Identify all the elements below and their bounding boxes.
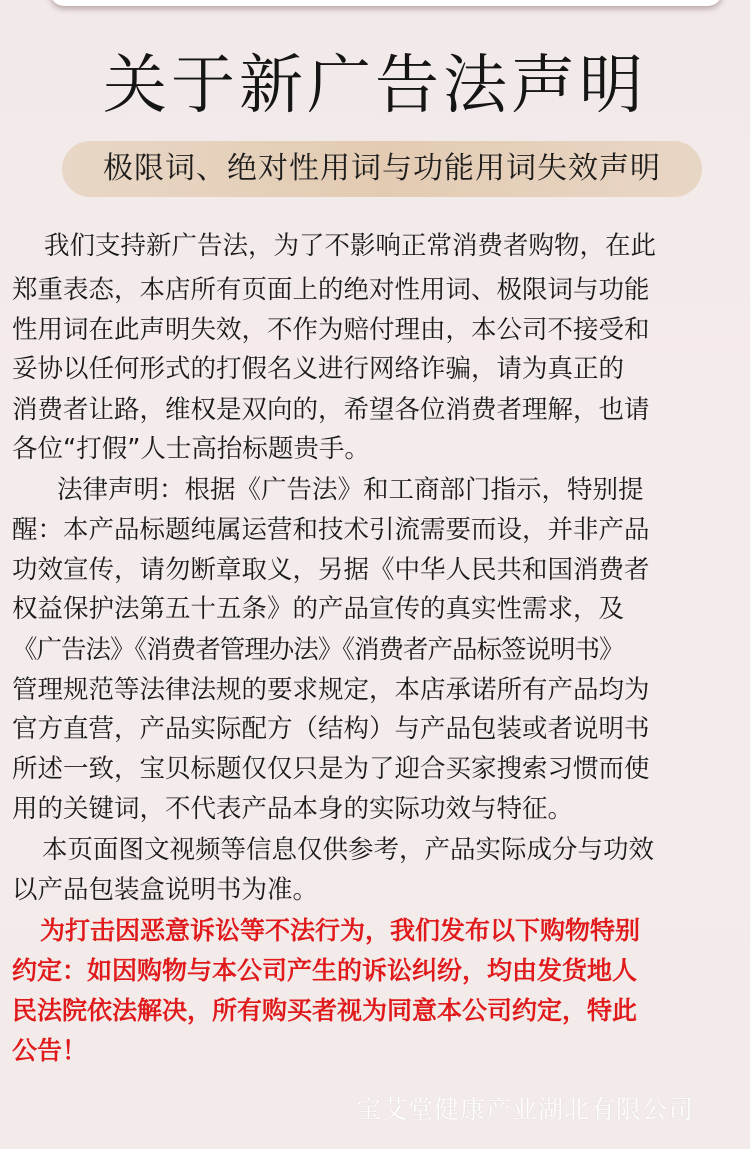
paragraph-line: 法律声明：根据《广告法》和工商部门指示，特别提 xyxy=(57,475,644,505)
subtitle-text: 极限词、绝对性用词与功能用词失效声明 xyxy=(103,151,661,186)
paragraph-line: 本页面图文视频等信息仅供参考，产品实际成分与功效 xyxy=(42,835,655,865)
paragraph-line: 官方直营，产品实际配方（结构）与产品包装或者说明书 xyxy=(12,714,650,744)
paragraph-line: 以产品包装盒说明书为准。 xyxy=(12,875,319,905)
paragraph-line: 《广告法》《消费者管理办法》《消费者产品标签说明书》 xyxy=(12,635,624,665)
paragraph-line: 妥协以任何形式的打假名义进行网络诈骗，请为真正的 xyxy=(12,354,625,384)
notice-line: 公告！ xyxy=(12,1036,88,1065)
notice-line: 为打击因恶意诉讼等不法行为，我们发布以下购物特别 xyxy=(40,916,641,945)
company-name: 宝艾堂健康产业湖北有限公司 xyxy=(356,1095,695,1124)
paragraph-line: 权益保护法第五十五条》的产品宣传的真实性需求，及 xyxy=(12,594,625,624)
page-title: 关于新广告法声明 xyxy=(103,49,647,123)
paragraph-line: 用的关键词，不代表产品本身的实际功效与特征。 xyxy=(12,794,574,824)
notice-line: 约定：如因购物与本公司产生的诉讼纠纷，均由发货地人 xyxy=(12,956,638,985)
paragraph-line: 醒：本产品标题纯属运营和技术引流需要而设，并非产品 xyxy=(12,515,650,545)
paragraph-line: 我们支持新广告法，为了不影响正常消费者购物，在此 xyxy=(44,231,657,261)
paragraph-line: 各位“打假”人士高抬标题贵手。 xyxy=(12,434,370,464)
paragraph-line: 消费者让路，维权是双向的，希望各位消费者理解，也请 xyxy=(12,395,650,425)
notice-line: 民法院依法解决，所有购买者视为同意本公司约定，特此 xyxy=(12,996,638,1025)
paragraph-line: 管理规范等法律法规的要求规定，本店承诺所有产品均为 xyxy=(12,675,650,705)
paragraph-line: 功效宣传，请勿断章取义，另据《中华人民共和国消费者 xyxy=(12,555,650,585)
paragraph-line: 郑重表态，本店所有页面上的绝对性用词、极限词与功能 xyxy=(12,275,650,305)
top-tab-shape xyxy=(50,0,722,6)
paragraph-line: 性用词在此声明失效，不作为赔付理由，本公司不接受和 xyxy=(12,315,650,345)
paragraph-line: 所述一致，宝贝标题仅仅只是为了迎合买家搜索习惯而使 xyxy=(12,754,650,784)
